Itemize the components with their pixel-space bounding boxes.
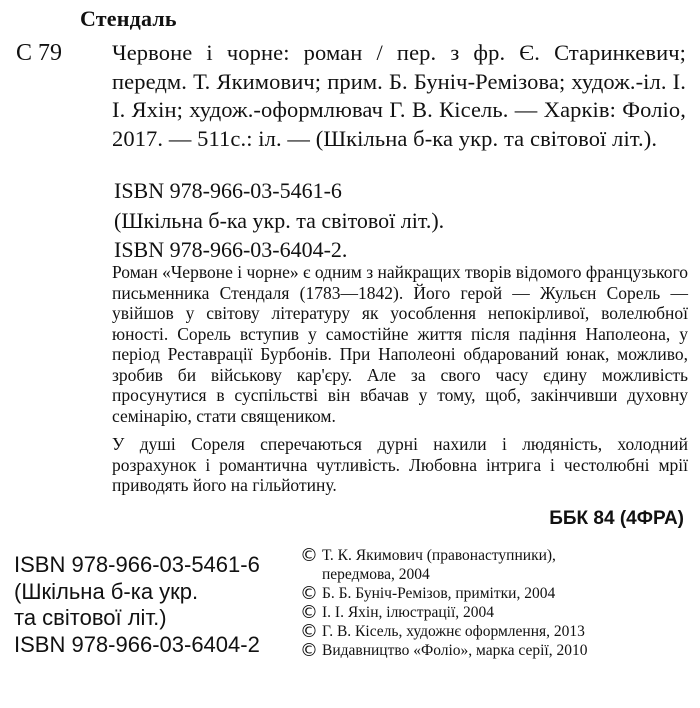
copyright-icon: © xyxy=(300,621,318,642)
copyright-icon: © xyxy=(300,640,318,661)
copyright-text: Б. Б. Буніч-Ремізов, примітки, 2004 xyxy=(322,585,556,602)
copyright-item xyxy=(300,603,690,622)
isbn-line: ISBN 978-966-03-5461-6 xyxy=(14,552,260,577)
isbn-block xyxy=(114,176,444,265)
copyright-icon: © xyxy=(300,602,318,623)
copyright-list xyxy=(300,546,690,660)
copyright-text: Видавництво «Фоліо», марка серії, 2010 xyxy=(322,642,588,659)
copyright-text-continued: передмова, 2004 xyxy=(322,566,430,583)
isbn-footer xyxy=(14,552,260,658)
isbn-line: ISBN 978-966-03-5461-6 xyxy=(114,178,342,203)
copyright-icon: © xyxy=(300,583,318,604)
isbn-line: ISBN 978-966-03-6404-2 xyxy=(14,631,260,657)
copyright-item xyxy=(300,546,690,565)
abstract-paragraph: У душі Сореля сперечаються дурні нахили і людяність, холодний розрахунок і романтична чутливість. Любовна інтрига і честолюбні мрії приводять його на гільйотину. xyxy=(112,434,688,495)
abstract xyxy=(112,262,688,496)
author-name: Стендаль xyxy=(80,6,177,31)
bbk-code: ББК 84 (4ФРА) xyxy=(549,508,684,529)
copyright-item xyxy=(300,622,690,641)
copyright-icon: © xyxy=(300,545,318,566)
series-line: (Шкільна б-ка укр. xyxy=(14,578,199,604)
copyright-item xyxy=(300,584,690,603)
series-line: (Шкільна б-ка укр. та світової літ.). xyxy=(114,207,445,233)
copyright-text: Г. В. Кісель, художнє оформлення, 2013 xyxy=(322,623,585,640)
copyright-text: І. І. Яхін, ілюстрації, 2004 xyxy=(322,604,495,621)
call-number: С 79 xyxy=(16,40,63,66)
copyright-item xyxy=(300,641,690,660)
copyright-text: Т. К. Якимович (правонаступники), xyxy=(322,547,556,564)
series-line: та світової літ.) xyxy=(14,605,167,630)
abstract-paragraph: Роман «Червоне і чорне» є одним з найкращих творів відомого французького письменника Стендаля (1783—1842). Його герой — Жульєн Сорель — увійшов у світову літературу як уособлення непокірливої, волелюбної юності. Сорель вступив у самостійне життя після падіння Наполеона, у період Реставрації Бурбонів. При Наполеоні обдарований юнак, можливо, зробив би військову кар'єру. Але за свого часу єдину можливість просунутися в суспільстві він вбачав у тому, щоб, закінчивши духовну семінарію, стати священиком. xyxy=(112,262,689,426)
isbn-line: ISBN 978-966-03-6404-2. xyxy=(114,237,348,262)
bibliographic-entry: Червоне і чорне: роман / пер. з фр. Є. Старинкевич; передм. Т. Якимович; прим. Б. Буніч-Ремізова; худож.-іл. І. І. Яхін; худож.-оформлювач Г. В. Кісель. — Харків: Фоліо, 2017. — 511с.: іл. — (Шкільна б-ка укр. та світової літ.). xyxy=(112,40,686,151)
